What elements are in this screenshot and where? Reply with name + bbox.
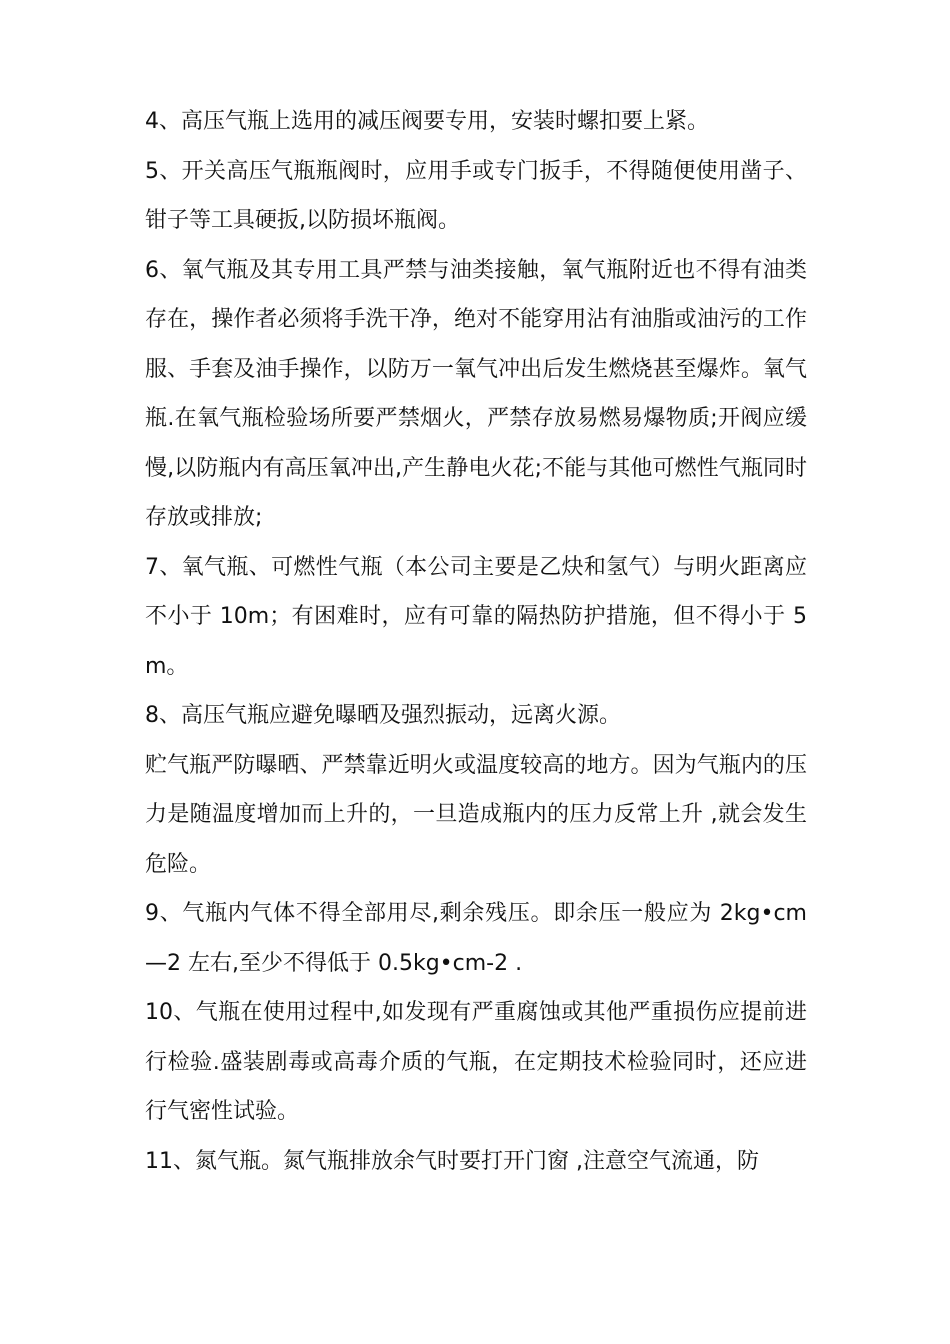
paragraph-item-4: 4、高压气瓶上选用的减压阀要专用，安装时螺扣要上紧。: [145, 109, 709, 134]
paragraph-item-11: 11、氮气瓶。氮气瓶排放余气时要打开门窗 ,注意空气流通，防: [145, 1148, 759, 1174]
paragraph-storage-note: 贮气瓶严防曝晒、严禁靠近明火或温度较高的地方。因为气瓶内的压力是随温度增加而上升的，一旦造成瓶内的压力反常上升 ,就会发生危险。: [145, 752, 807, 877]
paragraph-item-5: 5、开关高压气瓶瓶阀时，应用手或专门扳手，不得随便使用凿子、钳子等工具硬扳,以防损坏瓶阀。: [145, 158, 807, 233]
document-body: [145, 97, 807, 1186]
paragraph-item-9: 9、气瓶内气体不得全部用尽,剩余残压。即余压一般应为 2kg•cm—2 左右,至少不得低于 0.5kg•cm-2 .: [145, 901, 807, 976]
paragraph-item-10: 10、气瓶在使用过程中,如发现有严重腐蚀或其他严重损伤应提前进行检验.盛装剧毒或高毒介质的气瓶，在定期技术检验同时，还应进行气密性试验。: [145, 1000, 807, 1124]
paragraph-item-7: 7、氧气瓶、可燃性气瓶（本公司主要是乙炔和氢气）与明火距离应不小于 10m；有困难时，应有可靠的隔热防护措施，但不得小于 5m。: [145, 554, 807, 679]
paragraph-item-8: 8、高压气瓶应避免曝晒及强烈振动，远离火源。: [145, 703, 621, 728]
paragraph-item-6: 6、氧气瓶及其专用工具严禁与油类接触，氧气瓶附近也不得有油类存在，操作者必须将手洗干净，绝对不能穿用沾有油脂或油污的工作服、手套及油手操作，以防万一氧气冲出后发生燃烧甚至爆炸。氧气瓶.在氧气瓶检验场所要严禁烟火，严禁存放易燃易爆物质;开阀应缓慢,以防瓶内有高压氧冲出,产生静电火花;不能与其他可燃性气瓶同时存放或排放;: [145, 257, 807, 530]
